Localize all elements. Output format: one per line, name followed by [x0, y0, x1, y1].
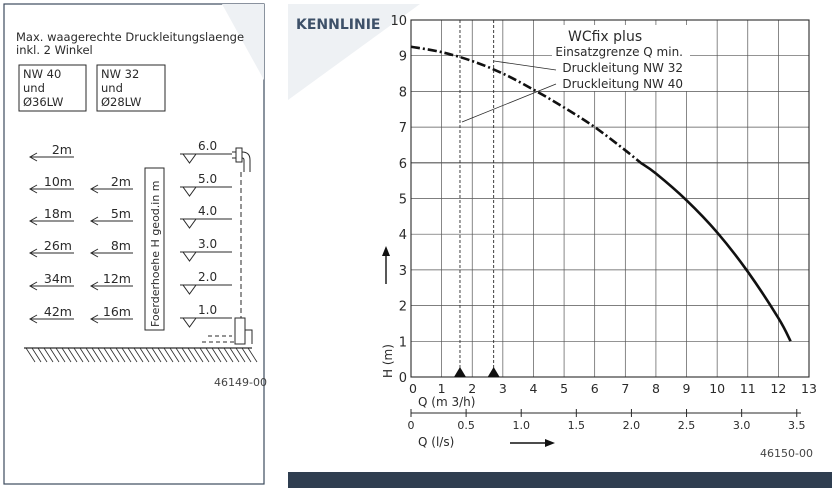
length-label: 2m — [51, 142, 72, 157]
x2-tick-label: 1.0 — [512, 419, 530, 432]
legend-entry-1: Druckleitung NW 32 — [562, 61, 683, 75]
y-axis-label: H (m) — [381, 344, 395, 378]
y-tick-label: 10 — [390, 14, 407, 29]
x-tick-label: 7 — [621, 381, 630, 396]
x-tick-label: 0 — [409, 381, 417, 396]
x2-tick-label: 3.5 — [788, 419, 806, 432]
y-tick-label: 5 — [398, 192, 407, 208]
x2-tick-label: 1.5 — [567, 419, 586, 432]
x-tick-label: 11 — [739, 381, 756, 396]
length-label: 8m — [110, 238, 131, 253]
legend-entry-0: Einsatzgrenze Q min. — [555, 45, 683, 59]
y-tick-label: 2 — [398, 299, 407, 315]
x2-tick-label: 2.5 — [677, 419, 696, 432]
y-tick-label: 8 — [398, 85, 407, 101]
height-label: 4.0 — [198, 204, 218, 218]
left-panel — [4, 4, 267, 484]
x2-tick-label: 0 — [407, 419, 415, 432]
x-tick-label: 9 — [682, 381, 691, 396]
box-nw32-line-3: Ø28LW — [101, 95, 142, 109]
x-tick-label: 8 — [651, 381, 660, 396]
box-nw40-line-1: NW 40 — [23, 67, 62, 81]
height-label: 5.0 — [198, 172, 218, 186]
right-code: 46150-00 — [760, 447, 813, 460]
left-code: 46149-00 — [214, 376, 267, 389]
x-tick-label: 1 — [437, 381, 446, 396]
x2-tick-label: 0.5 — [457, 419, 475, 432]
box-nw40-line-2: und — [23, 81, 45, 95]
box-nw40-line-3: Ø36LW — [23, 95, 64, 109]
legend-entry-2: Druckleitung NW 40 — [562, 77, 683, 91]
x-tick-label: 4 — [529, 381, 538, 396]
x-tick-label: 13 — [801, 381, 817, 396]
y-tick-label: 4 — [398, 228, 407, 244]
x-tick-label: 12 — [770, 381, 787, 396]
pipe-elbow-flange — [236, 148, 242, 162]
height-label: 3.0 — [198, 237, 218, 251]
height-label: 1.0 — [198, 303, 218, 317]
x2-tick-label: 2.0 — [622, 419, 641, 432]
length-label: 26m — [43, 238, 72, 253]
title-line-2: inkl. 2 Winkel — [16, 43, 93, 57]
x2-tick-label: 3.0 — [732, 419, 751, 432]
x2-axis-label: Q (l/s) — [418, 435, 455, 449]
length-label: 34m — [43, 271, 72, 286]
box-nw32-line-2: und — [101, 81, 123, 95]
length-label: 16m — [102, 304, 131, 319]
y-tick-label: 9 — [398, 49, 407, 65]
length-label: 10m — [43, 174, 72, 189]
x-tick-label: 5 — [560, 381, 569, 396]
box-nw32-line-1: NW 32 — [101, 67, 140, 81]
length-label: 42m — [43, 304, 72, 319]
title-line-1: Max. waagerechte Druckleitungslaenge — [16, 30, 245, 44]
vertical-label: Foerderhoehe H geod.in m — [149, 180, 162, 327]
height-label: 6.0 — [198, 139, 218, 153]
x-tick-label: 2 — [468, 381, 477, 396]
x-axis-label: Q (m 3/h) — [418, 395, 476, 409]
pump-body — [235, 318, 245, 344]
y-tick-label: 3 — [398, 263, 407, 279]
y-tick-label: 6 — [398, 156, 407, 172]
length-label: 18m — [43, 206, 72, 221]
length-label: 2m — [110, 174, 131, 189]
x-tick-label: 3 — [498, 381, 507, 396]
right-panel-bottom-bar — [288, 472, 832, 488]
right-panel — [288, 4, 832, 488]
y-tick-label: 1 — [398, 335, 407, 351]
length-label: 5m — [110, 206, 131, 221]
length-label: 12m — [102, 271, 131, 286]
y-tick-label: 7 — [398, 121, 407, 137]
y-tick-label: 0 — [398, 371, 407, 386]
chart-heading: KENNLINIE — [296, 17, 381, 33]
x-tick-label: 10 — [709, 381, 726, 396]
height-label: 2.0 — [198, 270, 218, 284]
x-tick-label: 6 — [590, 381, 599, 396]
chart-title: WCfix plus — [568, 29, 643, 45]
